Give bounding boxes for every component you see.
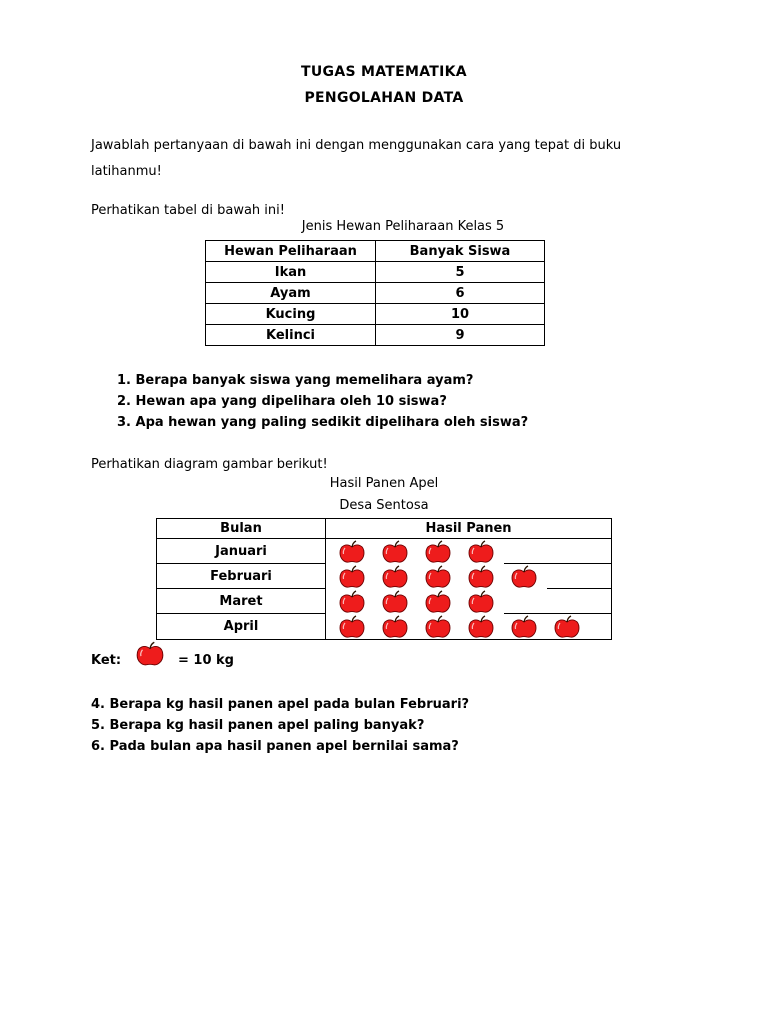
instructions-line-2: latihanmu! bbox=[91, 164, 162, 179]
apple-icon bbox=[467, 540, 495, 564]
picto-col-harvest: Hasil Panen bbox=[326, 519, 612, 539]
table-row bbox=[206, 262, 545, 283]
picto-month-label: Januari bbox=[215, 544, 267, 559]
apple-icon bbox=[338, 565, 366, 589]
pets-cell-count: 9 bbox=[376, 325, 545, 346]
question-5: 5. Berapa kg hasil panen apel paling banyak? bbox=[91, 718, 425, 733]
picto-apples-row bbox=[326, 564, 612, 589]
picto-col-month: Bulan bbox=[157, 519, 326, 539]
section2-questions bbox=[91, 694, 469, 757]
pets-cell-animal: Kelinci bbox=[206, 325, 376, 346]
page-title: TUGAS MATEMATIKA bbox=[301, 64, 467, 80]
apple-icon bbox=[381, 590, 409, 614]
question-2: 2. Hewan apa yang dipelihara oleh 10 siswa? bbox=[117, 394, 447, 409]
picto-apples-row bbox=[326, 614, 612, 640]
question-6: 6. Pada bulan apa hasil panen apel bernilai sama? bbox=[91, 739, 459, 754]
apple-icon bbox=[338, 615, 366, 639]
apple-icon bbox=[424, 615, 452, 639]
apple-icon bbox=[424, 540, 452, 564]
question-1: 1. Berapa banyak siswa yang memelihara ayam? bbox=[117, 373, 474, 388]
question-4: 4. Berapa kg hasil panen apel pada bulan Februari? bbox=[91, 697, 470, 712]
picto-caption-2: Desa Sentosa bbox=[339, 498, 429, 513]
apple-icon bbox=[338, 590, 366, 614]
picto-month-cell bbox=[157, 564, 326, 589]
picto-caption-1: Hasil Panen Apel bbox=[329, 476, 439, 491]
apple-icon bbox=[510, 565, 538, 589]
picto-header bbox=[157, 519, 612, 539]
question-3: 3. Apa hewan yang paling sedikit dipelihara oleh siswa? bbox=[117, 415, 529, 430]
apple-icon bbox=[553, 615, 581, 639]
pets-col-count: Banyak Siswa bbox=[376, 241, 545, 262]
legend-value: = 10 kg bbox=[178, 653, 234, 668]
pets-table bbox=[205, 240, 545, 346]
table-row bbox=[157, 539, 612, 565]
apple-icon bbox=[510, 615, 538, 639]
apple-icon bbox=[381, 540, 409, 564]
pets-table-caption: Jenis Hewan Peliharaan Kelas 5 bbox=[301, 219, 505, 234]
page-subtitle: PENGOLAHAN DATA bbox=[304, 90, 464, 106]
harvest-pictogram bbox=[156, 518, 612, 640]
picto-month-label: April bbox=[223, 619, 259, 634]
apple-icon bbox=[467, 590, 495, 614]
apple-icon bbox=[381, 615, 409, 639]
apple-icon bbox=[338, 540, 366, 564]
apple-icon bbox=[467, 615, 495, 639]
pets-cell-animal: Kucing bbox=[206, 304, 376, 325]
apple-icon bbox=[424, 565, 452, 589]
picto-month-label: Maret bbox=[219, 594, 263, 609]
table-row bbox=[157, 614, 612, 640]
section2-intro: Perhatikan diagram gambar berikut! bbox=[91, 457, 328, 472]
picto-month-cell bbox=[157, 539, 326, 565]
pets-cell-count: 6 bbox=[376, 283, 545, 304]
picto-month-cell bbox=[157, 614, 326, 640]
apple-icon bbox=[135, 640, 165, 668]
pets-cell-count: 5 bbox=[376, 262, 545, 283]
table-row bbox=[206, 283, 545, 304]
pets-cell-count: 10 bbox=[376, 304, 545, 325]
apple-icon bbox=[424, 590, 452, 614]
table-row bbox=[206, 304, 545, 325]
picto-month-cell bbox=[157, 589, 326, 614]
pets-cell-animal: Ayam bbox=[206, 283, 376, 304]
section1-intro: Perhatikan tabel di bawah ini! bbox=[91, 203, 285, 218]
pets-col-animal: Hewan Peliharaan bbox=[206, 241, 376, 262]
table-row bbox=[206, 325, 545, 346]
section1-questions bbox=[117, 370, 528, 433]
instructions bbox=[91, 133, 681, 185]
table-row bbox=[157, 564, 612, 589]
apple-icon bbox=[467, 565, 495, 589]
legend-label: Ket: bbox=[91, 653, 122, 668]
table-row bbox=[157, 589, 612, 614]
pets-cell-animal: Ikan bbox=[206, 262, 376, 283]
pets-table-header bbox=[206, 241, 545, 262]
instructions-line-1: Jawablah pertanyaan di bawah ini dengan menggunakan cara yang tepat di buku bbox=[91, 138, 622, 153]
picto-apples-row bbox=[326, 539, 612, 565]
apple-icon bbox=[381, 565, 409, 589]
picto-month-label: Februari bbox=[210, 569, 272, 584]
picto-apples-row bbox=[326, 589, 612, 614]
